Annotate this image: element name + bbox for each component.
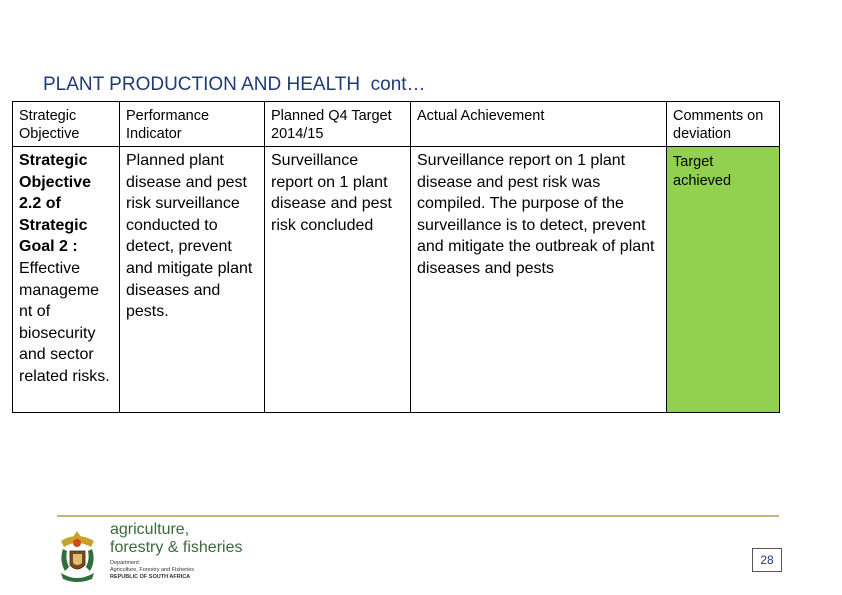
table-header-row bbox=[13, 102, 780, 147]
brand-line-2: forestry & fisheries bbox=[110, 539, 243, 556]
page-number: 28 bbox=[752, 548, 782, 572]
brand-line-1: agriculture, bbox=[110, 521, 190, 538]
header-comments-on-deviation: Comments on deviation bbox=[667, 102, 780, 147]
header-performance-indicator: Performance Indicator bbox=[120, 102, 265, 147]
cell-planned-target: Surveillance report on 1 plant disease and pest risk concluded bbox=[265, 147, 411, 413]
cell-actual-achievement: Surveillance report on 1 plant disease and pest risk was compiled. The purpose of the surveillance is to detect, prevent and mitigate the outbreak of plant diseases and pests bbox=[411, 147, 667, 413]
table-row bbox=[13, 147, 780, 413]
country-name: REPUBLIC OF SOUTH AFRICA bbox=[110, 574, 191, 580]
department-name: Agriculture, Forestry and Fisheries bbox=[110, 567, 195, 573]
cell-strategic-objective bbox=[13, 147, 120, 413]
header-strategic-objective: Strategic Objective bbox=[13, 102, 120, 147]
footer-divider bbox=[57, 515, 779, 517]
objective-description: Effective manageme nt of biosecurity and sector related risks. bbox=[19, 259, 110, 385]
cell-performance-indicator: Planned plant disease and pest risk surveillance conducted to detect, prevent and mitigate plant diseases and pests. bbox=[120, 147, 265, 413]
department-label: Department: bbox=[110, 560, 141, 566]
header-planned-target: Planned Q4 Target 2014/15 bbox=[265, 102, 411, 147]
department-logo bbox=[55, 521, 245, 589]
cell-comment-target-achieved: Target achieved bbox=[667, 147, 780, 413]
objective-title: Strategic Objective 2.2 of Strategic Goal 2 : bbox=[19, 152, 92, 256]
page-title: PLANT PRODUCTION AND HEALTH cont… bbox=[43, 74, 426, 95]
coat-of-arms-icon bbox=[55, 527, 100, 585]
performance-table bbox=[12, 101, 780, 413]
header-actual-achievement: Actual Achievement bbox=[411, 102, 667, 147]
